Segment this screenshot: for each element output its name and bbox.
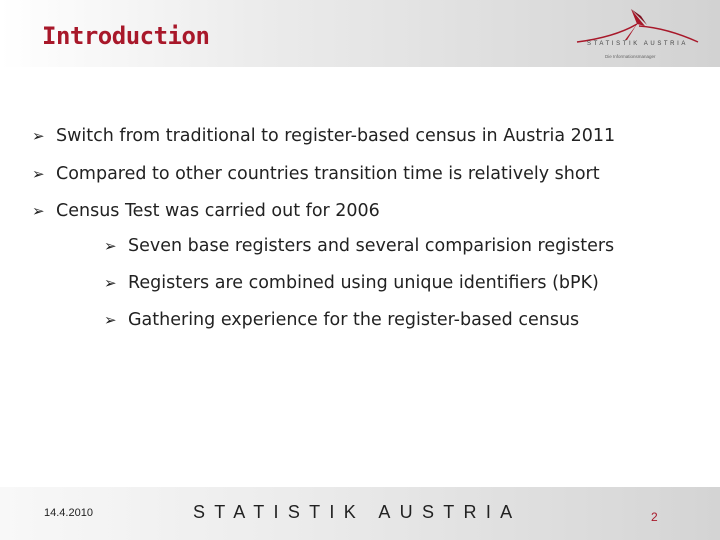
slide-footer: [0, 487, 720, 540]
sub-bullet-item: [104, 310, 579, 330]
arrow-bullet-icon: ➢: [104, 237, 117, 255]
page-number: 2: [651, 510, 658, 524]
arrow-bullet-icon: ➢: [32, 127, 45, 145]
bullet-item: [32, 164, 600, 184]
sub-bullet-text: Seven base registers and several comparision registers: [128, 236, 615, 256]
sub-bullet-text: Registers are combined using unique identifiers (b​PK): [128, 273, 599, 293]
sub-bullet-item: [104, 273, 599, 293]
arrow-bullet-icon: ➢: [104, 274, 117, 292]
bullet-text: Compared to other countries transition time is relatively short: [56, 164, 600, 184]
bullet-item: [32, 126, 615, 146]
bullet-item: [32, 201, 380, 221]
footer-brand: STATISTIK AUSTRIA: [193, 502, 522, 522]
arrow-bullet-icon: ➢: [104, 311, 117, 329]
triangle-logo-icon: [575, 4, 700, 44]
bullet-text: Census Test was carried out for 2006: [56, 201, 380, 221]
arrow-bullet-icon: ➢: [32, 202, 45, 220]
sub-bullet-item: [104, 236, 614, 256]
logo-tagline: Die Informationsmanager: [605, 54, 656, 59]
arrow-bullet-icon: ➢: [32, 165, 45, 183]
bullet-text: Switch from traditional to register-based census in Austria 2011: [56, 126, 616, 146]
sub-bullet-text: Gathering experience for the register-based census: [128, 310, 580, 330]
logo-wordmark: STATISTIK AUSTRIA: [587, 41, 688, 47]
slide-title: Introduction: [42, 22, 210, 50]
statistik-austria-logo: [575, 4, 700, 64]
slide-header: [0, 0, 720, 67]
footer-date: 14.4.2010: [44, 507, 93, 519]
